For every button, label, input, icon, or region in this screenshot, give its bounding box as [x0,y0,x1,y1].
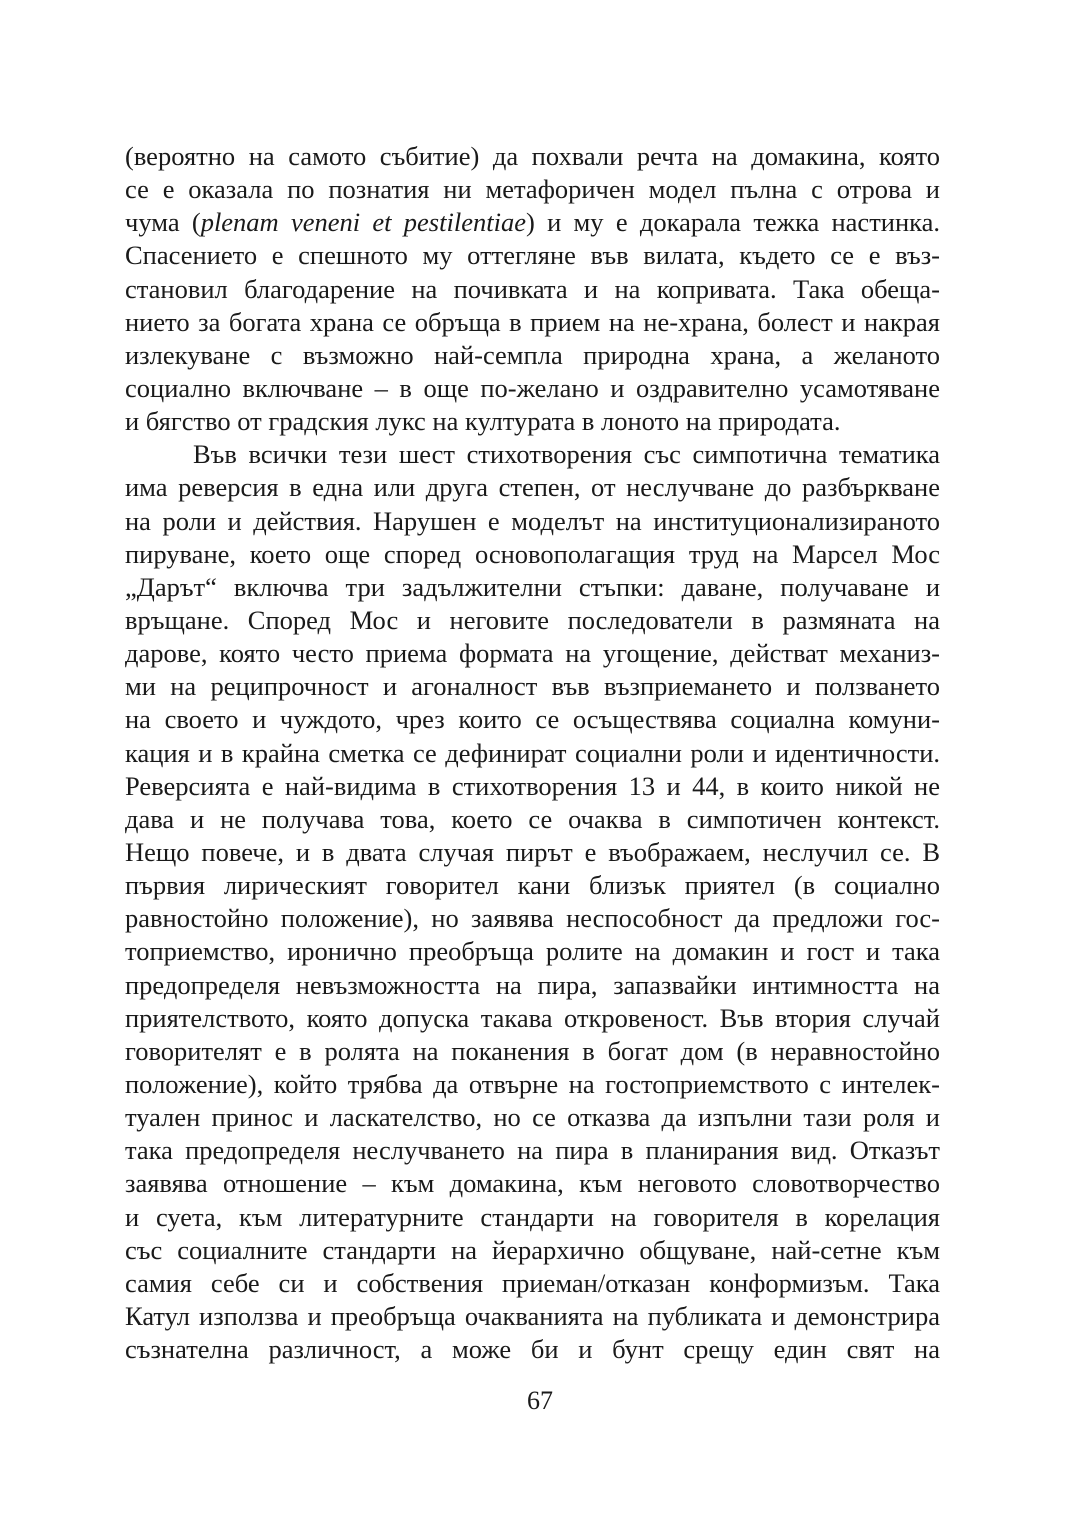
text-line: Реверсията е най-видима в стихотворения 13 и 44, в които никой не [125,770,940,801]
text-line: излекуване с възможно най-семпла природна храна, а желаното [125,339,940,370]
text-span: ) и му е докарала тежка настинка. [525,207,940,238]
text-line: Във всички тези шест стихотворения със симпотична тематика [193,439,940,470]
text-line: на роли и действия. Нарушен е моделът на институционализираното [125,505,940,536]
text-line: дава и не получава това, което се очаква в симпотичен контекст. [125,803,940,834]
text-line: кация и в крайна сметка се дефинират социални роли и идентичности. [125,737,940,768]
latin-quotation: plenam veneni et pestilentiae [200,207,526,238]
body-text [125,140,940,1366]
text-line: туален принос и ласкателство, но се отказва да изпълни тази роля и [125,1102,940,1133]
text-line: „Дарът“ включва три задължителни стъпки: даване, получаване и [125,571,940,602]
text-line: пируване, което още според основополагащия труд на Марсел Мос [125,538,940,569]
text-line: и бягство от градския лукс на културата в лоното на природата. [125,406,841,437]
text-line: нието за богата храна се обръща в прием на не-храна, болест и накрая [125,306,940,337]
page-number: 67 [527,1386,553,1415]
text-line: становил благодарение на почивката и на копривата. Така обеща- [125,273,940,304]
text-line: се е оказала по познатия ни метафоричен модел пълна с отрова и [125,174,940,205]
text-line: Спасението е спешното му оттегляне във вилата, където се е въз- [125,240,940,271]
text-line: Нещо повече, и в двата случая пирът е въображаем, неслучил се. В [125,836,940,867]
text-line: със социалните стандарти на йерархично общуване, най-сетне към [125,1234,940,1265]
text-line: заявява отношение – към домакина, към неговото словотворчество [125,1168,940,1199]
text-line: равностойно положение), но заявява неспособност да предложи гос- [125,903,940,934]
text-line: социално включване – в още по-желано и оздравително усамотяване [125,372,940,403]
text-line: съзнателна различност, а може би и бунт срещу един свят на [125,1334,940,1365]
text-line: говорителят е в ролята на поканения в богат дом (в неравностойно [125,1035,940,1066]
text-line: топриемство, иронично преобръща ролите на домакин и гост и така [125,936,940,967]
text-line: така предопределя неслучването на пира в планирания вид. Отказът [125,1135,940,1166]
text-line: първия лирическият говорител кани близък приятел (в социално [125,870,940,901]
text-line: предопределя невъзможността на пира, запазвайки интимността на [125,969,940,1000]
text-line: (вероятно на самото събитие) да похвали речта на домакина, която [125,141,940,171]
text-line: ми на реципрочност и агоналност във възприемането и ползването [125,671,940,702]
text-line: положение), който трябва да отвърне на гостоприемството с интелек- [125,1068,940,1099]
text-line [125,206,940,239]
text-line: приятелството, която допуска такава откровеност. Във втория случай [125,1002,940,1033]
text-line: и суета, към литературните стандарти на говорителя в корелация [125,1201,940,1232]
text-line: самия себе си и собствения приеман/отказан конформизъм. Така [125,1267,940,1298]
text-line: връщане. Според Мос и неговите последователи в размяната на [125,604,940,635]
text-line: дарове, която често приема формата на угощение, действат механиз- [125,638,940,669]
text-span: чума ( [125,207,201,238]
text-line: Катул използва и преобръща очакванията на публиката и демонстрира [125,1300,940,1331]
text-line: има реверсия в една или друга степен, от неслучване до разбъркване [125,472,940,503]
text-line: на своето и чуждото, чрез които се осъществява социална комуни- [125,704,940,735]
